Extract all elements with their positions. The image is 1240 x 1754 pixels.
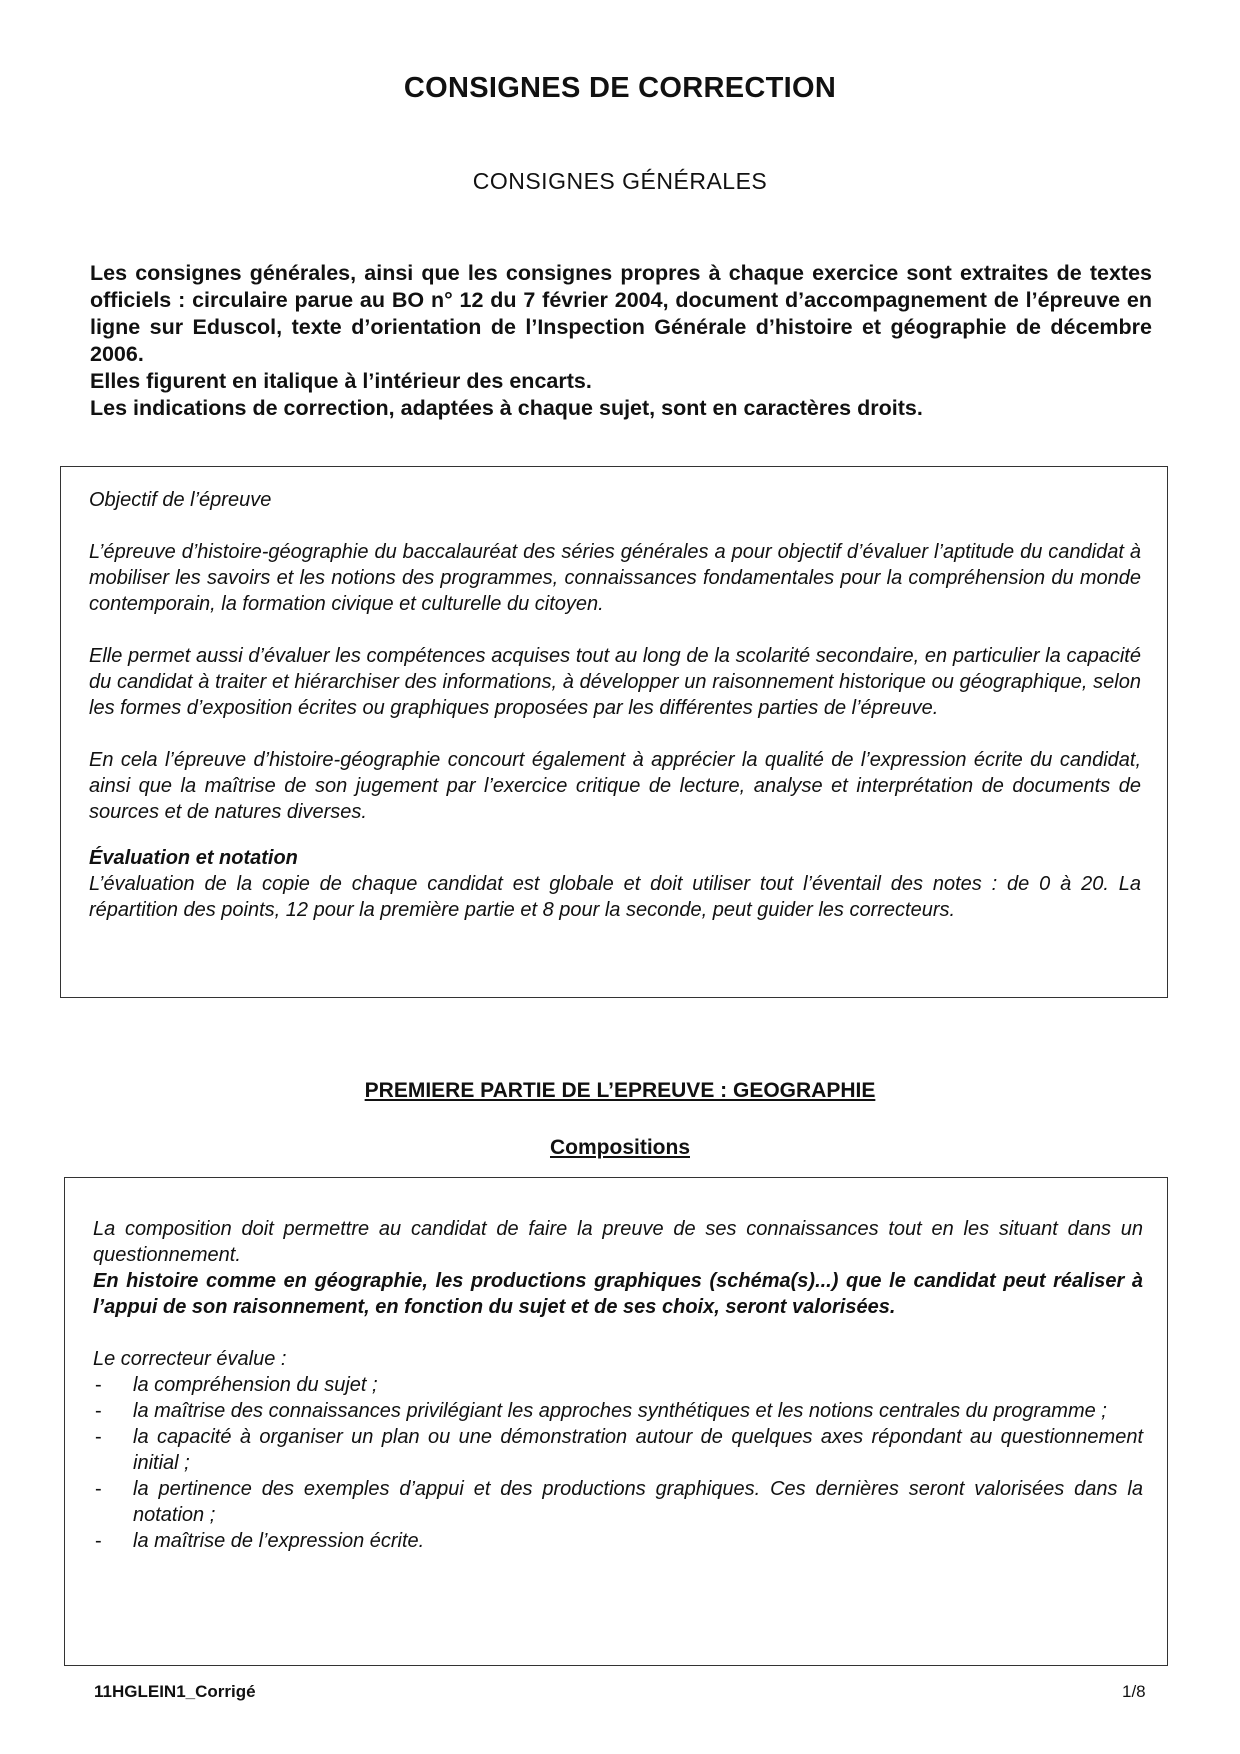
intro-paragraph: Les indications de correction, adaptées à chaque sujet, sont en caractères droits. bbox=[90, 396, 923, 420]
evaluation-text: L’évaluation de la copie de chaque candidat est globale et doit utiliser tout l’éventail des notes : de 0 à 20. La répartition des points, 12 pour la première partie et 8 pour la seconde, peut guider les correcteurs. bbox=[89, 873, 1141, 921]
list-item-text: la pertinence des exemples d’appui et des productions graphiques. Ces dernières seront valorisées dans la notation ; bbox=[133, 1478, 1143, 1526]
page-number: 1/8 bbox=[1122, 1682, 1146, 1701]
box-paragraph: Elle permet aussi d’évaluer les compétences acquises tout au long de la scolarité secondaire, en particulier la capacité du candidat à traiter et hiérarchiser des informations, à développer un raisonnement historique ou géographique, selon les formes d’exposition écrites ou graphiques proposées par les différentes parties de l’épreuve. bbox=[89, 645, 1141, 719]
criteria-list bbox=[93, 1372, 1143, 1554]
section-title: PREMIERE PARTIE DE L’EPREUVE : GEOGRAPHIE bbox=[364, 1079, 876, 1102]
list-intro: Le correcteur évalue : bbox=[93, 1348, 287, 1370]
intro-paragraph: Elles figurent en italique à l’intérieur des encarts. bbox=[90, 369, 592, 393]
objectives-box bbox=[60, 466, 1168, 998]
list-item-text: la capacité à organiser un plan ou une démonstration autour de quelques axes répondant au questionnement initial ; bbox=[133, 1426, 1143, 1474]
list-item bbox=[93, 1424, 1143, 1476]
composition-box bbox=[64, 1177, 1168, 1666]
box-heading: Objectif de l’épreuve bbox=[89, 489, 272, 511]
list-item bbox=[93, 1476, 1143, 1528]
dash-bullet: - bbox=[95, 1530, 102, 1552]
list-item bbox=[93, 1528, 1143, 1554]
list-item-text: la compréhension du sujet ; bbox=[133, 1374, 378, 1396]
box-paragraph-bold: En histoire comme en géographie, les productions graphiques (schéma(s)...) que le candidat peut réaliser à l’appui de son raisonnement, en fonction du sujet et de ses choix, seront valorisées. bbox=[93, 1270, 1143, 1318]
page-title: CONSIGNES DE CORRECTION bbox=[403, 72, 837, 104]
list-item bbox=[93, 1398, 1143, 1424]
dash-bullet: - bbox=[95, 1478, 102, 1500]
list-item-text: la maîtrise des connaissances privilégiant les approches synthétiques et les notions centrales du programme ; bbox=[133, 1400, 1107, 1422]
page-subtitle: CONSIGNES GÉNÉRALES bbox=[472, 168, 768, 194]
dash-bullet: - bbox=[95, 1426, 102, 1448]
dash-bullet: - bbox=[95, 1400, 102, 1422]
document-code: 11HGLEIN1_Corrigé bbox=[94, 1682, 256, 1701]
dash-bullet: - bbox=[95, 1374, 102, 1396]
box-paragraph: En cela l’épreuve d’histoire-géographie concourt également à apprécier la qualité de l’expression écrite du candidat, ainsi que la maîtrise de son jugement par l’exercice critique de lecture, analyse et interprétation de documents de sources et de natures diverses. bbox=[89, 749, 1141, 823]
list-item bbox=[93, 1372, 1143, 1398]
section-subtitle: Compositions bbox=[550, 1136, 690, 1159]
box-paragraph: La composition doit permettre au candidat de faire la preuve de ses connaissances tout en les situant dans un questionnement. bbox=[93, 1218, 1143, 1266]
evaluation-heading: Évaluation et notation bbox=[89, 847, 298, 869]
list-item-text: la maîtrise de l’expression écrite. bbox=[133, 1530, 425, 1552]
intro-block bbox=[90, 260, 1152, 422]
intro-paragraph: Les consignes générales, ainsi que les consignes propres à chaque exercice sont extraites de textes officiels : circulaire parue au BO n° 12 du 7 février 2004, document d’accompagnement de l’épreuve en ligne sur Eduscol, texte d’orientation de l’Inspection Générale d’histoire et géographie de décembre 2006. bbox=[90, 261, 1152, 366]
box-paragraph: L’épreuve d’histoire-géographie du baccalauréat des séries générales a pour objectif d’évaluer l’aptitude du candidat à mobiliser les savoirs et les notions des programmes, connaissances fondamentales pour la compréhension du monde contemporain, la formation civique et culturelle du citoyen. bbox=[89, 541, 1141, 615]
